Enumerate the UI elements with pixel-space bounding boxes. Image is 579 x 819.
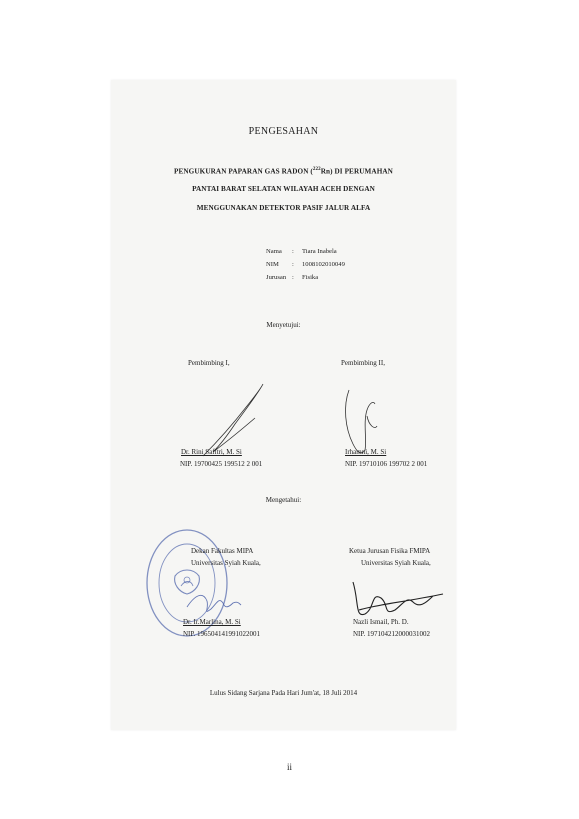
pembimbing2-name: Irhamni, M. Si <box>345 448 387 456</box>
nama-sep: : <box>292 248 294 255</box>
menyetujui-label: Menyetujui: <box>266 321 301 329</box>
dekan-signature <box>185 585 243 621</box>
thesis-title-line-2: PANTAI BARAT SELATAN WILAYAH ACEH DENGAN <box>192 185 375 193</box>
scanned-page <box>111 80 456 730</box>
pembimbing1-name: Dr. Rini Safitri, M. Si <box>181 448 242 456</box>
pembimbing2-nip: NIP. 19710106 199702 2 001 <box>345 460 428 468</box>
jurusan-sep: : <box>292 274 294 281</box>
page-title: PENGESAHAN <box>248 126 319 137</box>
thesis-title-line-3: MENGGUNAKAN DETEKTOR PASIF JALUR ALFA <box>196 204 371 212</box>
identity-nim <box>266 261 345 268</box>
ketua-signature <box>349 574 445 624</box>
nim-label: NIM <box>266 261 279 268</box>
identity-nama <box>266 248 337 255</box>
pembimbing1-nip: NIP. 19700425 199512 2 001 <box>180 460 263 468</box>
pembimbing1-role: Pembimbing I, <box>188 359 230 367</box>
nim-value: 1008102010049 <box>302 261 345 268</box>
dekan-name: Dr. Ir.Marlina, M. Si <box>183 618 241 626</box>
identity-jurusan <box>266 274 318 281</box>
jurusan-label: Jurusan <box>266 274 287 281</box>
lulus-sidang-text: Lulus Sidang Sarjana Pada Hari Jum'at, 18 Juli 2014 <box>209 689 358 697</box>
page-number: ii <box>286 762 292 772</box>
ketua-role-2: Universitas Syiah Kuala, <box>361 559 431 567</box>
dekan-role-2: Universitas Syiah Kuala, <box>191 559 261 567</box>
ketua-nip: NIP. 197104212000031002 <box>353 630 431 638</box>
mengetahui-label: Mengetahui: <box>265 496 302 504</box>
pembimbing2-role: Pembimbing II, <box>341 359 385 367</box>
dekan-nip: NIP. 196504141991022001 <box>183 630 261 638</box>
dekan-role-1: Dekan Fakultas MIPA <box>191 547 254 555</box>
ketua-role-1: Ketua Jurusan Fisika FMIPA <box>349 547 431 555</box>
ketua-name: Nazli Ismail, Ph. D. <box>353 618 409 626</box>
nama-value: Tiara Inabela <box>302 248 337 255</box>
nama-label: Nama <box>266 248 282 255</box>
nim-sep: : <box>292 261 294 268</box>
jurusan-value: Fisika <box>302 274 319 281</box>
thesis-title-line-1: PENGUKURAN PAPARAN GAS RADON ($^{222}$Rn) DI PERUMAHAN <box>174 167 393 176</box>
